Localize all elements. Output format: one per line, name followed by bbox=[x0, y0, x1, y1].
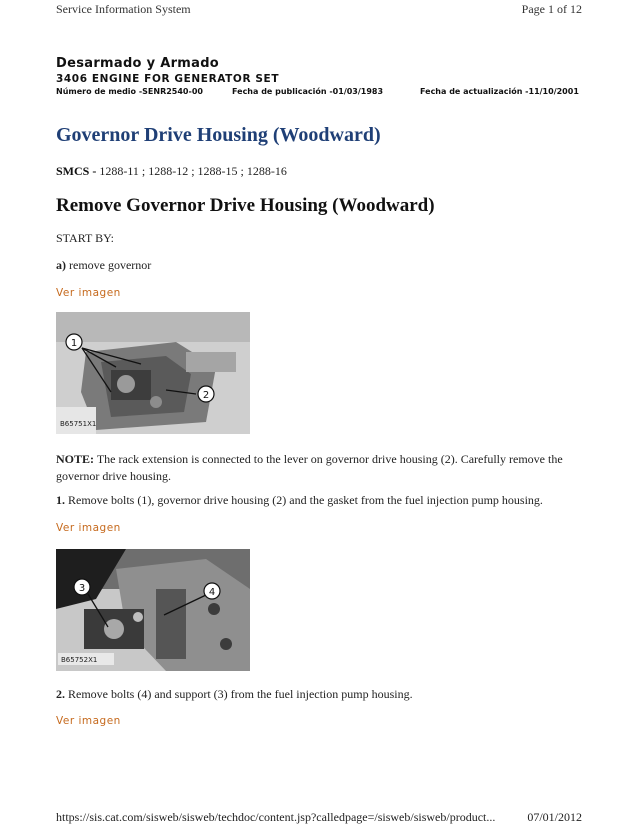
footer-date: 07/01/2012 bbox=[527, 810, 582, 824]
view-image-link-1[interactable]: Ver imagen bbox=[56, 287, 121, 299]
figure-1-governor-housing bbox=[56, 312, 250, 434]
note-text: The rack extension is connected to the lever on governor drive housing (2). Carefully remove the governor drive housing. bbox=[56, 452, 563, 483]
step-2-text: Remove bolts (4) and support (3) from the fuel injection pump housing. bbox=[68, 687, 413, 701]
figure-2-support-bolts bbox=[56, 549, 250, 671]
figure-2-illustration bbox=[56, 549, 250, 671]
section-title: Governor Drive Housing (Woodward) bbox=[56, 124, 381, 146]
figure-2-code: B65752X1 bbox=[61, 656, 98, 664]
document-title: Desarmado y Armado bbox=[56, 56, 220, 71]
view-image-link-2[interactable]: Ver imagen bbox=[56, 522, 121, 534]
update-date: Fecha de actualización -11/10/2001 bbox=[420, 87, 579, 96]
figure-1-code: B65751X1 bbox=[60, 420, 97, 428]
media-number: Número de medio -SENR2540-00 bbox=[56, 87, 203, 96]
view-image-link-3[interactable]: Ver imagen bbox=[56, 715, 121, 727]
step-1-text: Remove bolts (1), governor drive housing (2) and the gasket from the fuel injection pump housing. bbox=[68, 493, 543, 507]
smcs-codes: 1288-11 ; 1288-12 ; 1288-15 ; 1288-16 bbox=[99, 164, 287, 178]
note-paragraph bbox=[56, 451, 586, 485]
page-indicator: Page 1 of 12 bbox=[521, 2, 582, 16]
figure-2-callout-4: 4 bbox=[208, 587, 216, 598]
figure-1-callout-1: 1 bbox=[70, 338, 78, 349]
step-2 bbox=[56, 686, 586, 703]
step-2-label: 2. bbox=[56, 687, 65, 701]
note-label: NOTE: bbox=[56, 452, 95, 466]
figure-2-callout-3: 3 bbox=[78, 583, 86, 594]
figure-1-callout-2: 2 bbox=[202, 390, 210, 401]
procedure-title: Remove Governor Drive Housing (Woodward) bbox=[56, 195, 435, 216]
document-subtitle: 3406 ENGINE FOR GENERATOR SET bbox=[56, 73, 280, 85]
step-a-label: a) bbox=[56, 258, 66, 272]
start-by-label: START BY: bbox=[56, 231, 115, 245]
step-1 bbox=[56, 492, 586, 509]
step-a-text: remove governor bbox=[69, 258, 152, 272]
step-a bbox=[56, 257, 586, 274]
smcs-line bbox=[56, 164, 287, 179]
smcs-label: SMCS - bbox=[56, 164, 97, 178]
step-1-label: 1. bbox=[56, 493, 65, 507]
figure-1-illustration bbox=[56, 312, 250, 434]
footer-url[interactable]: https://sis.cat.com/sisweb/sisweb/techdoc/content.jsp?calledpage=/sisweb/sisweb/product... bbox=[56, 810, 496, 824]
publication-date: Fecha de publicación -01/03/1983 bbox=[232, 87, 384, 96]
system-header: Service Information System bbox=[56, 2, 191, 16]
